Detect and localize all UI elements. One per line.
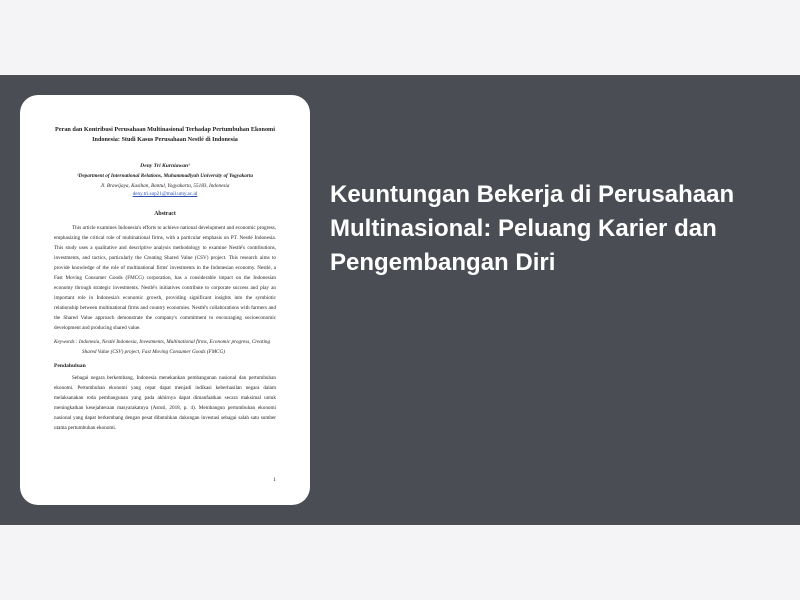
article-headline: Keuntungan Bekerja di Perusahaan Multinasional: Peluang Karier dan Pengembangan Diri (330, 181, 735, 276)
paper-address: Jl. Brawijaya, Kasihan, Bantul, Yogyakarta, 55183, Indonesia (100, 183, 230, 189)
section-text: Sebagai negara berkembang, Indonesia menekankan pembangunan nasional dan pertumbuhan ekonomi. Pertumbuhan ekonomi yang cepat dapat menjadi indikasi keberhasilan negara dalam melaksanakan roda pembangunan yang pada akhirnya dapat dimanfaatkan secara maksimal untuk meningkatkan kesejahteraan masyarakatnya (Astuti, 2018, p. 4). Membangun pertumbuhan ekonomi nasional yang dapat berkembang dengan pesat dibutuhkan dukungan investasi sebagai salah satu sumber utama pertumbuhan ekonomi. (54, 375, 276, 431)
paper-author: Deny Tri Kurniawan¹ (140, 163, 190, 169)
paper-email-link[interactable]: deny.tri.sop21@mail.umy.ac.id (132, 191, 198, 197)
section-heading: Pendahuluan (54, 363, 86, 369)
abstract-text: This article examines Indonesia's efforts to achieve national development and economic progress, emphasizing the critical role of multinational firms, with a particular emphasis on PT. Nestlé Indonesia. This study uses a qualitative and descriptive analysis methodology to examine Nestlé's contributions, investments, and tactics, particularly the Creating Shared Value (CSV) project. This research aims to provide knowledge of the role of multinational firms' investments in the Indonesian economy. Nestlé, a Fast Moving Consumer Goods (FMCG) corporation, has a considerable impact on the Indonesian economy through strategic investments. Nestlé's initiatives contribute to corporate success and play an important role in Indonesia's economic growth, providing significant insights into the symbiotic relationship between multinational firms and country economies. Nestlé's collaborations with farmers and the Shared Value approach demonstrate the company's commitment to encouraging socioeconomic development and producing shared value. (54, 225, 276, 331)
paper-affiliation: ¹Department of International Relations, Muhammadiyah University of Yogyakarta (77, 173, 253, 179)
page-number: 1 (273, 477, 276, 483)
paper-keywords: Keywords : Indonesia, Nestlé Indonesia, Investments, Multinational firms, Economic progress, Creating Shared Value (CSV) project, Fast Moving Consumer Goods (FMCG) (54, 339, 271, 355)
document-preview[interactable] (20, 95, 310, 505)
hero-band (0, 75, 800, 525)
paper-title: Peran dan Kontribusi Perusahaan Multinasional Terhadap Pertumbuhan Ekonomi Indonesia: Studi Kasus Perusahaan Nestlé di Indonesia (55, 126, 275, 143)
abstract-heading: Abstract (154, 211, 176, 217)
